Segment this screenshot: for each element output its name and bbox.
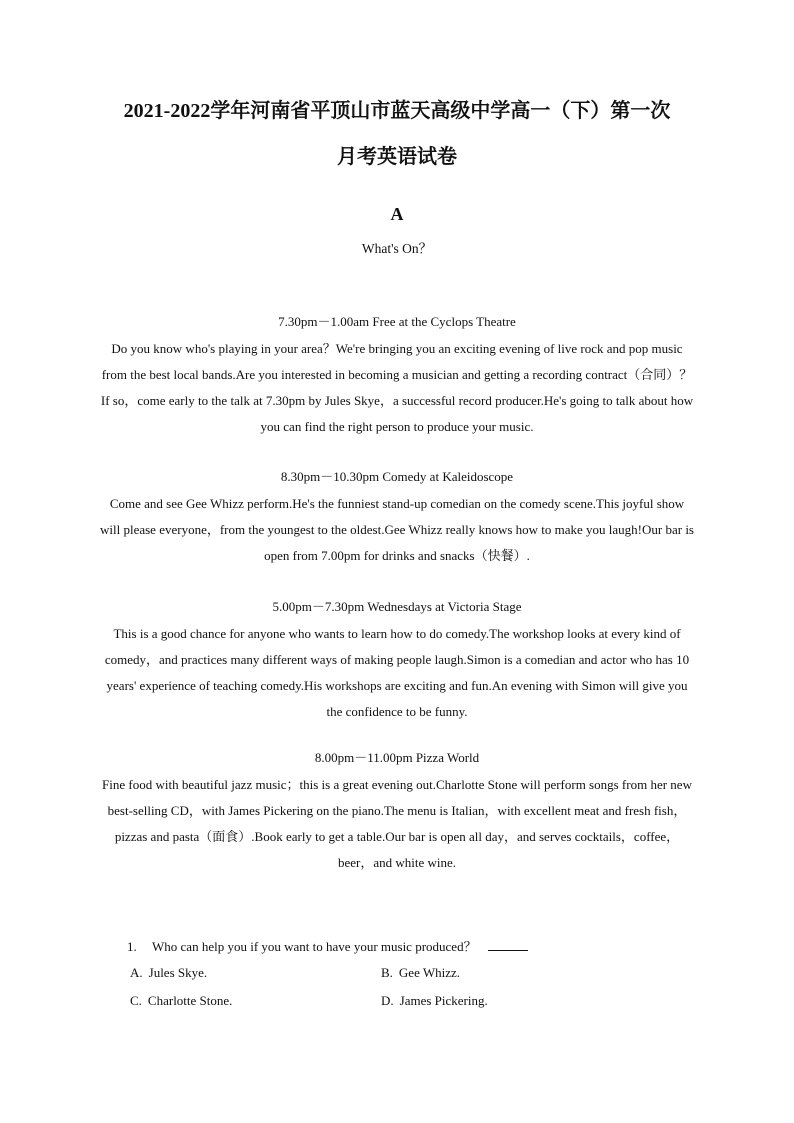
event-body: Do you know who's playing in your area？We're bringing you an exciting evening of live rock and pop music from the best local bands.Are you interested in becoming a musician and getting a recording contract（合同）？If so，come early to the talk at 7.30pm by Jules Skye，a successful record producer.He's going to talk about how you can find the right person to produce your music. [100,341,694,434]
question-number: 1. [127,939,137,954]
section-letter: A [390,204,404,224]
passage-subtitle: What's On？ [361,241,433,256]
option-letter: A. [130,965,143,980]
event-heading: 8.00pm－11.00pm Pizza World [314,750,480,765]
question-1 [127,936,528,955]
event-heading: 7.30pm－1.00am Free at the Cyclops Theatre [278,314,516,329]
document-title-line-1: 2021-2022学年河南省平顶山市蓝天高级中学高一（下）第一次 [123,100,671,122]
event-body: Come and see Gee Whizz perform.He's the funniest stand-up comedian on the comedy scene.This joyful show will please everyone，from the youngest to the oldest.Gee Whizz really knows how to make you laugh!Our bar is open from 7.00pm for drinks and snacks（快餐）. [100,496,694,563]
event-body: This is a good chance for anyone who wants to learn how to do comedy.The workshop looks at every kind of comedy，and practices many different ways of making people laugh.Simon is a comedian and actor who has 10 years' experience of teaching comedy.His workshops are exciting and fun.An evening with Simon will give you the confidence to be funny. [104,626,690,719]
option-letter: D. [381,993,394,1008]
option-a[interactable] [130,965,207,981]
event-block-kaleidoscope [100,467,694,569]
event-body: Fine food with beautiful jazz music；this is a great evening out.Charlotte Stone will perform songs from her new best-selling CD，with James Pickering on the piano.The menu is Italian，with excellent meat and fresh fish，pizzas and pasta（面食）.Book early to get a table.Our bar is open all day，and serves cocktails，coffee，beer，and white wine. [102,777,692,870]
answer-blank[interactable] [488,940,528,951]
option-b[interactable] [381,965,460,981]
event-block-victoria-stage [100,597,694,725]
option-d[interactable] [381,993,488,1009]
option-text: Gee Whizz. [398,965,461,980]
question-text: Who can help you if you want to have your music produced？ [152,939,477,954]
option-c[interactable] [130,993,232,1009]
event-heading: 8.30pm－10.30pm Comedy at Kaleidoscope [280,469,514,484]
event-block-pizza-world [100,748,694,876]
event-block-cyclops-theatre [100,312,694,440]
option-text: Jules Skye. [148,965,208,980]
option-text: James Pickering. [399,993,488,1008]
option-letter: B. [381,965,393,980]
option-letter: C. [130,993,142,1008]
option-text: Charlotte Stone. [147,993,233,1008]
event-heading: 5.00pm－7.30pm Wednesdays at Victoria Stage [272,599,522,614]
document-title-line-2: 月考英语试卷 [337,146,457,168]
